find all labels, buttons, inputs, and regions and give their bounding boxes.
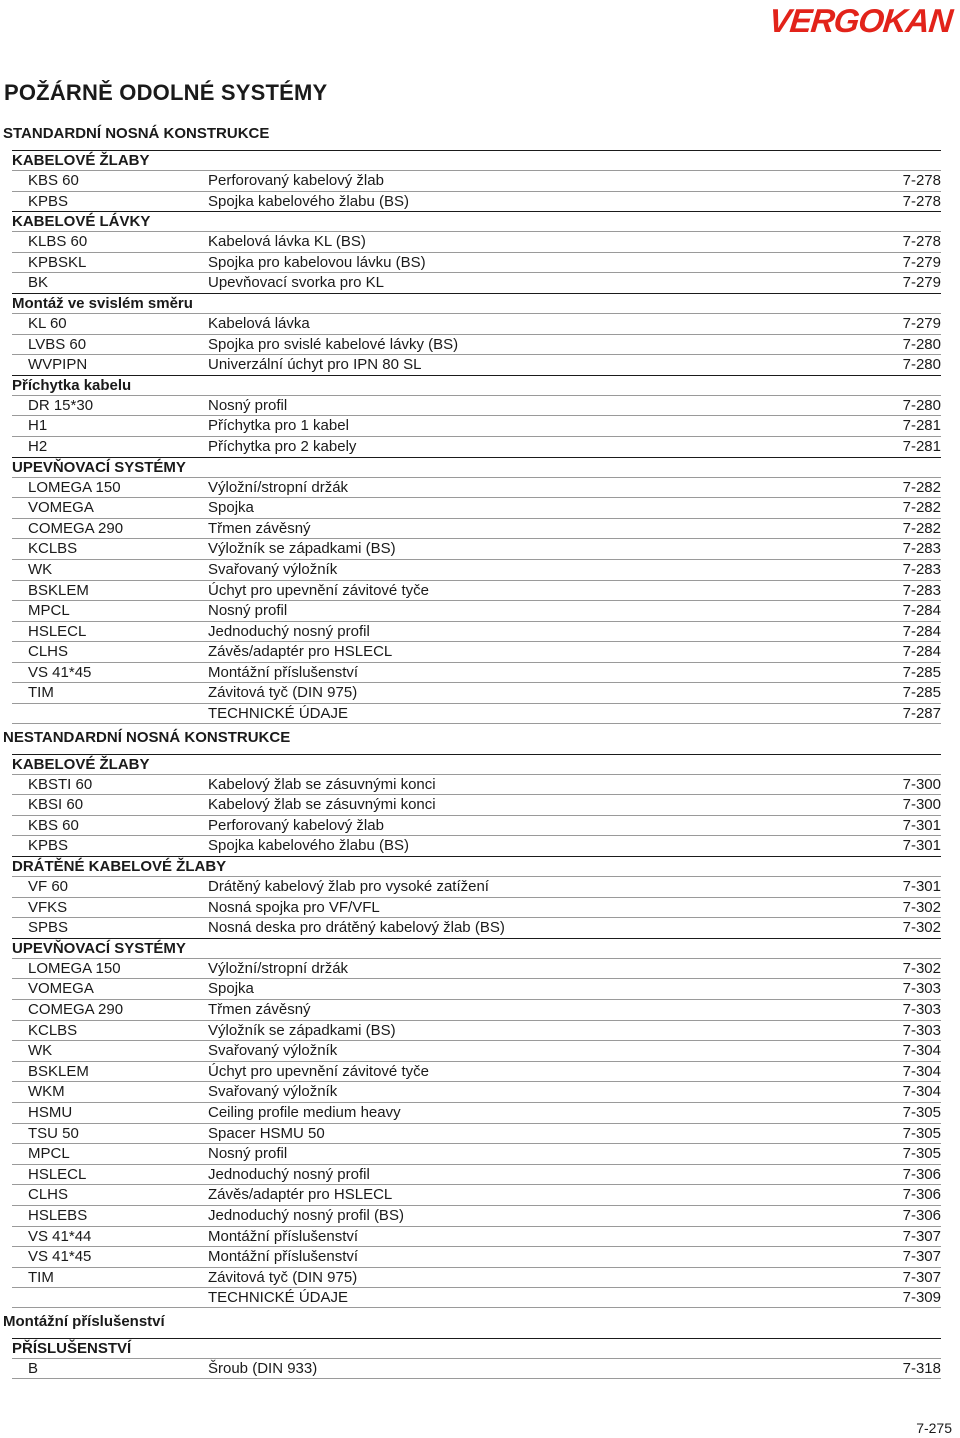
page-reference: 7-305 <box>902 1103 941 1121</box>
product-description: Drátěný kabelový žlab pro vysoké zatížení <box>208 878 489 896</box>
product-description: Spojka kabelového žlabu (BS) <box>208 837 409 855</box>
table-row[interactable] <box>12 1123 941 1144</box>
product-code: VS 41*44 <box>28 1227 92 1245</box>
page-reference: 7-287 <box>902 705 941 723</box>
table-row[interactable] <box>12 477 941 498</box>
table-row[interactable] <box>12 497 941 518</box>
page-reference: 7-282 <box>902 519 941 537</box>
table-row[interactable] <box>12 395 941 416</box>
table-row[interactable] <box>12 170 941 191</box>
page-reference: 7-309 <box>902 1289 941 1307</box>
product-code: SPBS <box>28 919 69 937</box>
table-row[interactable] <box>12 641 941 662</box>
table-row[interactable] <box>12 538 941 559</box>
page-reference: 7-301 <box>902 816 941 834</box>
table-row[interactable] <box>12 334 941 355</box>
product-description: Nosný profil <box>208 602 288 620</box>
product-description: Perforovaný kabelový žlab <box>208 172 384 189</box>
product-code: HSLEBS <box>28 1206 88 1224</box>
page-reference: 7-302 <box>902 898 941 916</box>
table-row[interactable] <box>12 1184 941 1205</box>
product-code: KBSI 60 <box>28 796 84 814</box>
page-reference: 7-280 <box>902 335 941 353</box>
table-row[interactable] <box>12 774 941 795</box>
table-row[interactable] <box>12 897 941 918</box>
product-description: Spacer HSMU 50 <box>208 1124 325 1142</box>
product-code: HSMU <box>28 1103 73 1121</box>
page-reference: 7-303 <box>902 1021 941 1039</box>
table-row[interactable] <box>12 1205 941 1226</box>
page-reference: 7-278 <box>902 172 941 189</box>
product-description: Spojka pro kabelovou lávku (BS) <box>208 253 426 271</box>
group-heading: Příchytka kabelu <box>12 375 941 395</box>
product-description: Třmen závěsný <box>208 1001 311 1018</box>
page-reference: 7-284 <box>902 622 941 640</box>
product-description: Spojka <box>208 499 254 517</box>
page-reference: 7-303 <box>902 1001 941 1018</box>
table-row[interactable] <box>12 978 941 999</box>
product-code: LOMEGA 150 <box>28 959 121 977</box>
product-code: VFKS <box>28 898 68 916</box>
product-description: Jednoduchý nosný profil <box>208 622 370 640</box>
table-row[interactable] <box>12 1102 941 1123</box>
product-code: WK <box>28 1042 53 1060</box>
product-code: MPCL <box>28 602 70 620</box>
table-row[interactable] <box>12 876 941 897</box>
page-reference: 7-284 <box>902 643 941 661</box>
product-code: H2 <box>28 437 48 455</box>
product-code: CLHS <box>28 643 69 661</box>
table-row[interactable] <box>12 703 941 724</box>
product-code: VOMEGA <box>28 499 94 517</box>
page-reference: 7-302 <box>902 959 941 977</box>
page-reference: 7-304 <box>902 1042 941 1060</box>
product-description: Závěs/adaptér pro HSLECL <box>208 1186 393 1204</box>
product-code: KL 60 <box>28 314 67 332</box>
table-row[interactable] <box>12 559 941 580</box>
page-reference: 7-281 <box>902 417 941 435</box>
product-description: Svařovaný výložník <box>208 1083 338 1101</box>
product-code: TIM <box>28 1268 54 1286</box>
section-heading: Montážní příslušenství <box>3 1312 165 1330</box>
product-description: Svařovaný výložník <box>208 1042 338 1060</box>
page-reference: 7-303 <box>902 980 941 998</box>
product-description: TECHNICKÉ ÚDAJE <box>208 1289 349 1307</box>
table-row[interactable] <box>12 1081 941 1102</box>
product-description: Závěs/adaptér pro HSLECL <box>208 643 393 661</box>
product-code: BK <box>28 274 49 292</box>
product-description: Třmen závěsný <box>208 519 311 537</box>
product-description: Šroub (DIN 933) <box>208 1359 318 1377</box>
product-code: KLBS 60 <box>28 233 88 251</box>
table-row[interactable] <box>12 231 941 252</box>
product-code: DR 15*30 <box>28 396 94 414</box>
page-number: 7-275 <box>916 1420 952 1436</box>
product-description: Spojka kabelového žlabu (BS) <box>208 192 409 210</box>
page-reference: 7-304 <box>902 1062 941 1080</box>
table-row[interactable] <box>12 958 941 979</box>
page-title: POŽÁRNĚ ODOLNÉ SYSTÉMY <box>4 80 328 105</box>
product-description: TECHNICKÉ ÚDAJE <box>208 705 349 723</box>
page-reference: 7-300 <box>902 775 941 793</box>
table-row[interactable] <box>12 1164 941 1185</box>
page-reference: 7-301 <box>902 837 941 855</box>
page-reference: 7-285 <box>902 684 941 702</box>
product-description: Nosný profil <box>208 396 288 414</box>
product-description: Příchytka pro 1 kabel <box>208 417 349 435</box>
page-reference: 7-306 <box>902 1186 941 1204</box>
page-reference: 7-300 <box>902 796 941 814</box>
table-row[interactable] <box>12 1061 941 1082</box>
product-description: Perforovaný kabelový žlab <box>208 816 384 834</box>
product-code: TIM <box>28 684 54 702</box>
page-reference: 7-278 <box>902 192 941 210</box>
table-row[interactable] <box>12 580 941 601</box>
product-code: KCLBS <box>28 1021 78 1039</box>
product-description: Závitová tyč (DIN 975) <box>208 684 358 702</box>
table-row[interactable] <box>12 313 941 334</box>
product-code: VF 60 <box>28 878 69 896</box>
page-reference: 7-302 <box>902 919 941 937</box>
page-reference: 7-280 <box>902 396 941 414</box>
page-reference: 7-284 <box>902 602 941 620</box>
section-heading: STANDARDNÍ NOSNÁ KONSTRUKCE <box>3 125 270 142</box>
product-code: LVBS 60 <box>28 335 87 353</box>
table-row[interactable] <box>12 999 941 1020</box>
group-heading: UPEVŇOVACÍ SYSTÉMY <box>12 457 941 477</box>
product-description: Výložní/stropní držák <box>208 478 349 496</box>
page-reference: 7-283 <box>902 560 941 578</box>
table-row[interactable] <box>12 1287 941 1308</box>
product-code: WVPIPN <box>28 356 88 374</box>
page-reference: 7-307 <box>902 1227 941 1245</box>
product-description: Montážní příslušenství <box>208 663 359 681</box>
table-row[interactable] <box>12 1358 941 1379</box>
group-heading: KABELOVÉ ŽLABY <box>12 754 941 774</box>
product-description: Svařovaný výložník <box>208 560 338 578</box>
page-reference: 7-282 <box>902 499 941 517</box>
page-reference: 7-305 <box>902 1124 941 1142</box>
product-description: Kabelová lávka <box>208 314 310 332</box>
page-reference: 7-278 <box>902 233 941 251</box>
table-row[interactable] <box>12 272 941 293</box>
table-row[interactable] <box>12 621 941 642</box>
product-code: KPBSKL <box>28 253 87 271</box>
product-code: KBSTI 60 <box>28 775 93 793</box>
page-reference: 7-283 <box>902 540 941 558</box>
section-heading: NESTANDARDNÍ NOSNÁ KONSTRUKCE <box>3 728 291 746</box>
product-code: BSKLEM <box>28 581 89 599</box>
page-reference: 7-305 <box>902 1145 941 1163</box>
product-description: Montážní příslušenství <box>208 1227 359 1245</box>
page-reference: 7-282 <box>902 478 941 496</box>
product-description: Výložní/stropní držák <box>208 959 349 977</box>
product-description: Kabelový žlab se zásuvnými konci <box>208 796 436 814</box>
product-code: TSU 50 <box>28 1124 79 1142</box>
product-code: KPBS <box>28 837 69 855</box>
group-heading: KABELOVÉ LÁVKY <box>12 211 941 231</box>
table-row[interactable] <box>12 436 941 457</box>
product-description: Spojka <box>208 980 254 998</box>
product-code: VOMEGA <box>28 980 94 998</box>
product-description: Montážní příslušenství <box>208 1248 359 1266</box>
product-code: COMEGA 290 <box>28 1001 124 1018</box>
page-reference: 7-279 <box>902 253 941 271</box>
group-heading: DRÁTĚNÉ KABELOVÉ ŽLABY <box>12 856 941 876</box>
page-reference: 7-281 <box>902 437 941 455</box>
product-code: KPBS <box>28 192 69 210</box>
table-of-contents <box>0 122 960 1379</box>
product-code: COMEGA 290 <box>28 519 124 537</box>
table-row[interactable] <box>12 600 941 621</box>
table-row[interactable] <box>12 1020 941 1041</box>
product-code: BSKLEM <box>28 1062 89 1080</box>
product-code: KBS 60 <box>28 816 79 834</box>
table-row[interactable] <box>12 662 941 683</box>
product-description: Nosná deska pro drátěný kabelový žlab (BS) <box>208 919 505 937</box>
product-code: VS 41*45 <box>28 1248 92 1266</box>
table-row[interactable] <box>12 815 941 836</box>
table-row[interactable] <box>12 1246 941 1267</box>
page-reference: 7-306 <box>902 1206 941 1224</box>
product-description: Spojka pro svislé kabelové lávky (BS) <box>208 335 459 353</box>
product-description: Jednoduchý nosný profil <box>208 1165 370 1183</box>
table-row[interactable] <box>12 1226 941 1247</box>
product-description: Univerzální úchyt pro IPN 80 SL <box>208 356 422 374</box>
product-code: KBS 60 <box>28 172 79 189</box>
table-row[interactable] <box>12 354 941 375</box>
table-row[interactable] <box>12 252 941 273</box>
page-reference: 7-307 <box>902 1268 941 1286</box>
page-reference: 7-279 <box>902 274 941 292</box>
product-description: Výložník se západkami (BS) <box>208 1021 396 1039</box>
table-row[interactable] <box>12 415 941 436</box>
product-description: Úchyt pro upevnění závitové tyče <box>208 1062 429 1080</box>
table-row[interactable] <box>12 518 941 539</box>
vergokan-logo: VERGOKAN <box>767 2 954 39</box>
page-reference: 7-307 <box>902 1248 941 1266</box>
product-description: Kabelový žlab se zásuvnými konci <box>208 775 436 793</box>
product-code: VS 41*45 <box>28 663 92 681</box>
product-code: CLHS <box>28 1186 69 1204</box>
table-row[interactable] <box>12 1143 941 1164</box>
page-reference: 7-304 <box>902 1083 941 1101</box>
product-code: HSLECL <box>28 622 87 640</box>
table-row[interactable] <box>12 682 941 703</box>
product-description: Úchyt pro upevnění závitové tyče <box>208 581 429 599</box>
page-reference: 7-306 <box>902 1165 941 1183</box>
product-description: Závitová tyč (DIN 975) <box>208 1268 358 1286</box>
page-reference: 7-283 <box>902 581 941 599</box>
product-code: B <box>28 1359 39 1377</box>
product-code: WK <box>28 560 53 578</box>
product-code: LOMEGA 150 <box>28 478 121 496</box>
product-description: Výložník se západkami (BS) <box>208 540 396 558</box>
product-code: WKM <box>28 1083 65 1101</box>
table-row[interactable] <box>12 1267 941 1288</box>
product-code: HSLECL <box>28 1165 87 1183</box>
product-code: H1 <box>28 417 48 435</box>
product-code: KCLBS <box>28 540 78 558</box>
page-reference: 7-280 <box>902 356 941 374</box>
product-description: Jednoduchý nosný profil (BS) <box>208 1206 404 1224</box>
product-description: Upevňovací svorka pro KL <box>208 274 384 292</box>
page-reference: 7-301 <box>902 878 941 896</box>
product-code: MPCL <box>28 1145 70 1163</box>
product-description: Kabelová lávka KL (BS) <box>208 233 366 251</box>
group-heading: UPEVŇOVACÍ SYSTÉMY <box>12 938 941 958</box>
product-description: Ceiling profile medium heavy <box>208 1103 401 1121</box>
product-description: Nosný profil <box>208 1145 288 1163</box>
table-row[interactable] <box>12 794 941 815</box>
table-row[interactable] <box>12 917 941 938</box>
page-reference: 7-279 <box>902 314 941 332</box>
table-row[interactable] <box>12 1040 941 1061</box>
product-description: Příchytka pro 2 kabely <box>208 437 357 455</box>
page-reference: 7-318 <box>902 1359 941 1377</box>
table-row[interactable] <box>12 191 941 212</box>
group-heading: PŘÍSLUŠENSTVÍ <box>12 1338 941 1358</box>
table-row[interactable] <box>12 835 941 856</box>
group-heading: KABELOVÉ ŽLABY <box>12 150 941 170</box>
product-description: Nosná spojka pro VF/VFL <box>208 898 380 916</box>
page-reference: 7-285 <box>902 663 941 681</box>
group-heading: Montáž ve svislém směru <box>12 293 941 313</box>
